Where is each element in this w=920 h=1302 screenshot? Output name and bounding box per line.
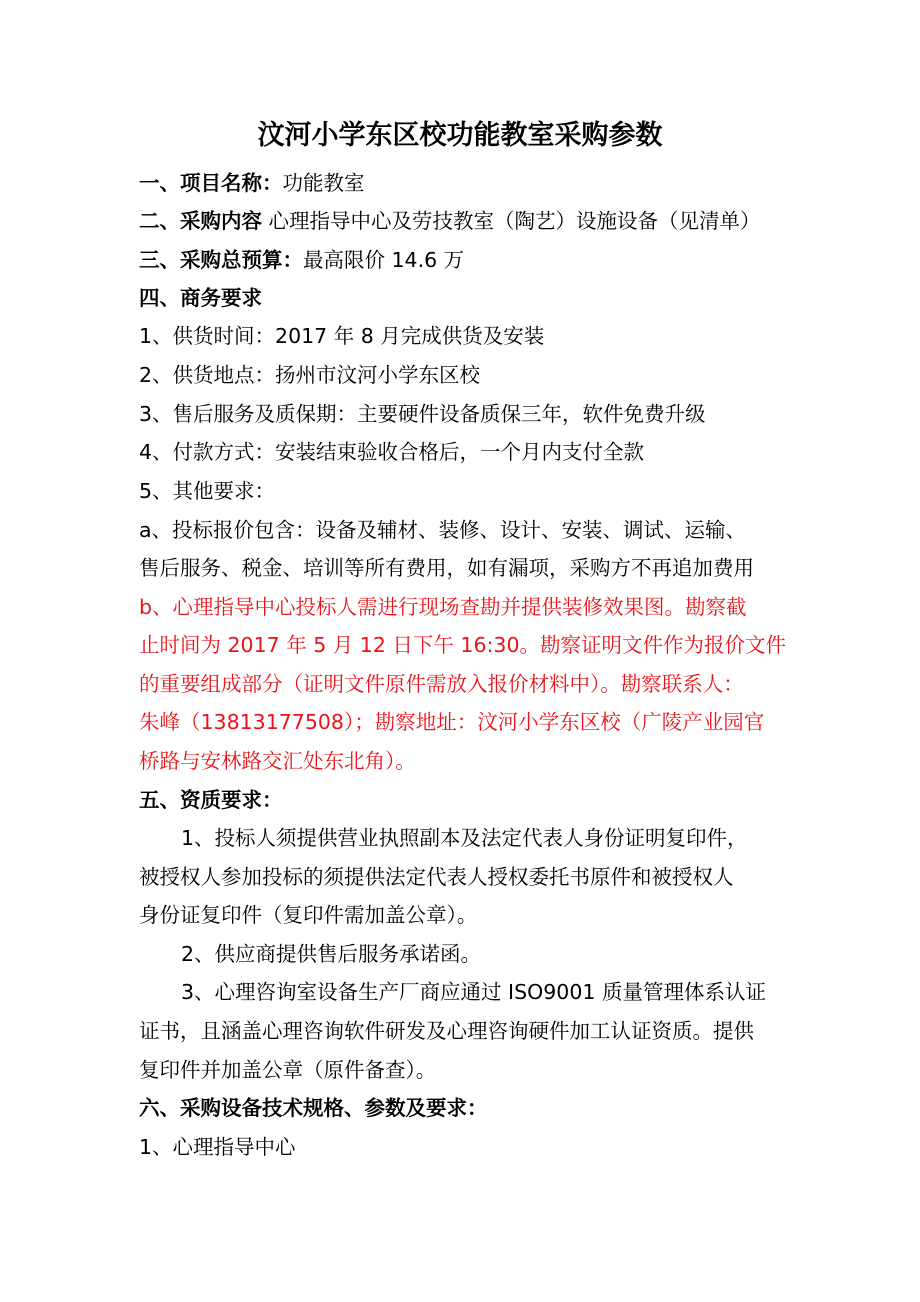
quote-inclusion-line: a、投标报价包含：设备及辅材、装修、设计、安装、调试、运输、 [139,518,747,542]
procurement-content-value: 心理指导中心及劳技教室（陶艺）设施设备（见清单） [268,209,761,233]
business-item: 5、其他要求： [139,479,276,503]
qualification-item-3-line: 证书，且涵盖心理咨询软件研发及心理咨询硬件加工认证资质。提供 [139,1019,754,1043]
qualification-item-3-line: 复印件并加盖公章（原件备查）。 [139,1058,437,1082]
business-item: 1、供货时间：2017 年 8 月完成供货及安装 [139,324,545,348]
qualification-item-3-line: 3、心理咨询室设备生产厂商应通过 ISO9001 质量管理体系认证 [181,980,766,1004]
budget-value: 最高限价 14.6 万 [303,248,465,272]
qualification-item-1-line: 1、投标人须提供营业执照副本及法定代表人身份证明复印件， [181,826,748,850]
site-survey-line: b、心理指导中心投标人需进行现场查勘并提供装修效果图。勘察截 [139,595,747,619]
document-title: 汶河小学东区校功能教室采购参数 [257,120,663,151]
procurement-content-line [139,205,761,237]
business-item: 2、供货地点：扬州市汶河小学东区校 [139,363,481,387]
project-name-line [139,167,365,199]
equipment-spec-item: 1、心理指导中心 [139,1135,296,1159]
site-survey-line: 朱峰（13813177508）；勘察地址：汶河小学东区校（广陵产业园官 [139,710,765,734]
site-survey-line: 止时间为 2017 年 5 月 12 日下午 16:30。勘察证明文件作为报价文件 [139,633,786,657]
qualification-item-2: 2、供应商提供售后服务承诺函。 [181,942,482,966]
budget-label: 三、采购总预算： [139,248,303,272]
site-survey-line: 桥路与安林路交汇处东北角）。 [139,749,416,773]
equipment-spec-heading: 六、采购设备技术规格、参数及要求： [139,1096,488,1120]
procurement-content-label: 二、采购内容 [139,209,262,233]
business-item: 4、付款方式：安装结束验收合格后，一个月内支付全款 [139,440,645,464]
budget-line [139,244,464,276]
qualification-item-1-line: 被授权人参加投标的须提供法定代表人授权委托书原件和被授权人 [139,865,734,889]
business-requirements-heading: 四、商务要求 [139,286,262,310]
project-name-value: 功能教室 [282,171,365,195]
site-survey-line: 的重要组成部分（证明文件原件需放入报价材料中）。勘察联系人： [139,672,744,696]
quote-inclusion-line: 售后服务、税金、培训等所有费用，如有漏项，采购方不再追加费用 [139,556,754,580]
qualification-item-1-line: 身份证复印件（复印件需加盖公章）。 [139,903,478,927]
qualification-heading: 五、资质要求： [139,788,283,812]
business-item: 3、售后服务及质保期：主要硬件设备质保三年，软件免费升级 [139,402,706,426]
project-name-label: 一、项目名称： [139,171,283,195]
